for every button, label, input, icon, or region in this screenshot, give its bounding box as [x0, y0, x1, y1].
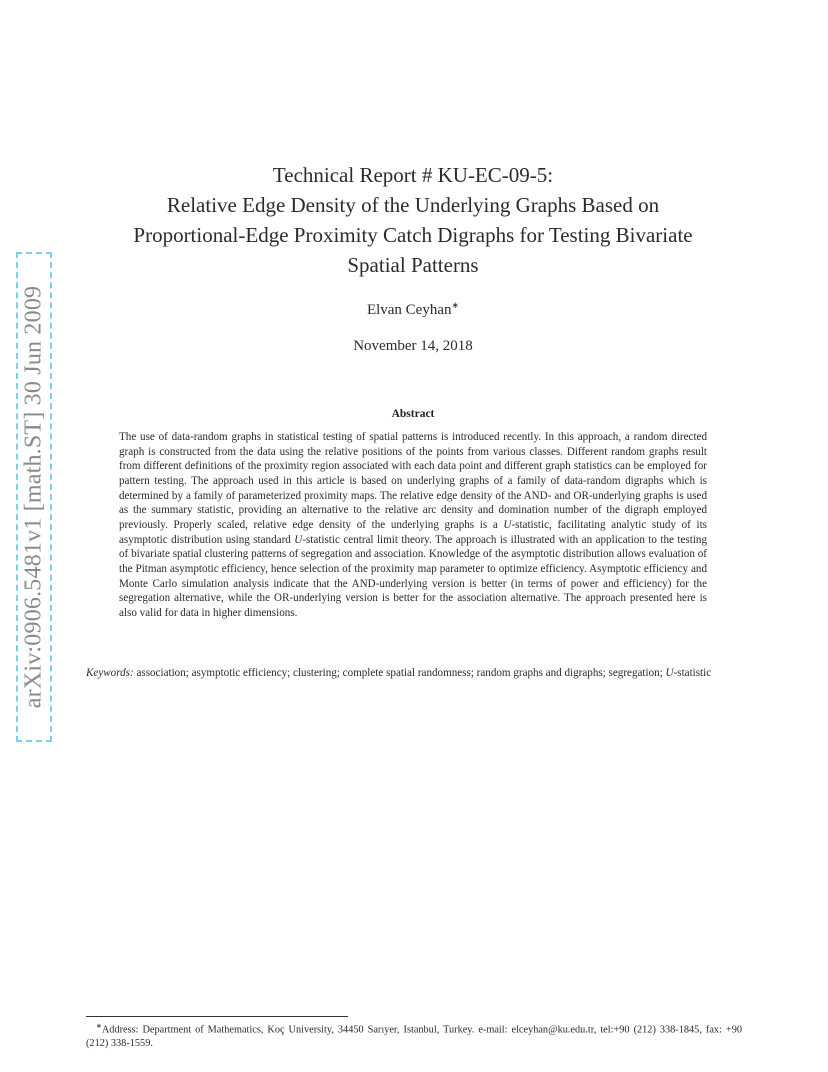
- keywords-label: Keywords:: [86, 667, 134, 679]
- title-line-2: Relative Edge Density of the Underlying Graphs Based on: [166, 193, 660, 217]
- abstract-heading: Abstract: [391, 408, 435, 420]
- abstract-u-symbol-1: U: [503, 518, 512, 531]
- footnote: [86, 1020, 742, 1050]
- footnote-rule: [86, 1016, 348, 1017]
- author-footnote-mark: ∗: [451, 300, 460, 310]
- author: [80, 300, 746, 319]
- abstract-text-part-3: -statistic central limit theory. The approach is illustrated with an application to the testing of bivariate spatial clustering patterns of segregation and association. Knowledge of the asymptotic distribution allows evaluation of the Pitman asymptotic efficiency, hence selection of the proximity map parameter to optimize efficiency. Asymptotic efficiency and Monte Carlo simulation analysis indicate that the AND-underlying version is better (in terms of power and efficiency) for the segregation alternative, while the OR-underlying version is better for the association alternative. The approach presented here is also valid for data in higher dimensions.: [119, 533, 707, 619]
- keywords-list: association; asymptotic efficiency; clustering; complete spatial randomness; random graphs and digraphs; segregation;: [136, 667, 663, 679]
- abstract-u-symbol-2: U: [294, 533, 303, 546]
- footnote-mark: ∗: [96, 1022, 102, 1030]
- arxiv-identifier: arXiv:0906.5481v1 [math.ST] 30 Jun 2009: [20, 285, 47, 709]
- title-line-3: Proportional-Edge Proximity Catch Digraphs for Testing Bivariate: [133, 223, 693, 247]
- date: November 14, 2018: [353, 338, 473, 354]
- footnote-text: Address: Department of Mathematics, Koç University, 34450 Sarıyer, Istanbul, Turkey. e-mail: elceyhan@ku.edu.tr, tel:+90 (212) 338-1845, fax: +90 (212) 338-1559.: [86, 1024, 742, 1049]
- abstract-text-part-1: The use of data-random graphs in statistical testing of spatial patterns is introduced recently. In this approach, a random directed graph is constructed from the data using the relative positions of the points from various classes. Different random graphs result from different definitions of the proximity region associated with each data point and different graph statistics can be employed for pattern testing. The approach used in this article is based on underlying graphs of a family of data-random digraphs which is determined by a family of parameterized proximity maps. The relative edge density of the AND- and OR-underlying graphs is used as the summary statistic, providing an alternative to the relative arc density and domination number of the digraph employed previously. Properly scaled, relative edge density of the underlying graphs is a: [119, 431, 707, 531]
- author-name: Elvan Ceyhan: [366, 302, 452, 318]
- title-line-1: Technical Report # KU-EC-09-5:: [272, 163, 554, 187]
- keywords-u-symbol: U: [665, 667, 674, 679]
- abstract-text-part-2: -statistic, facilitating analytic study of its asymptotic distribution using standard: [119, 518, 707, 546]
- keywords-last: -statistic: [673, 667, 712, 679]
- title-line-4: Spatial Patterns: [347, 253, 479, 277]
- abstract-body: [119, 430, 707, 621]
- keywords: [86, 666, 742, 681]
- paper-title: [80, 160, 746, 280]
